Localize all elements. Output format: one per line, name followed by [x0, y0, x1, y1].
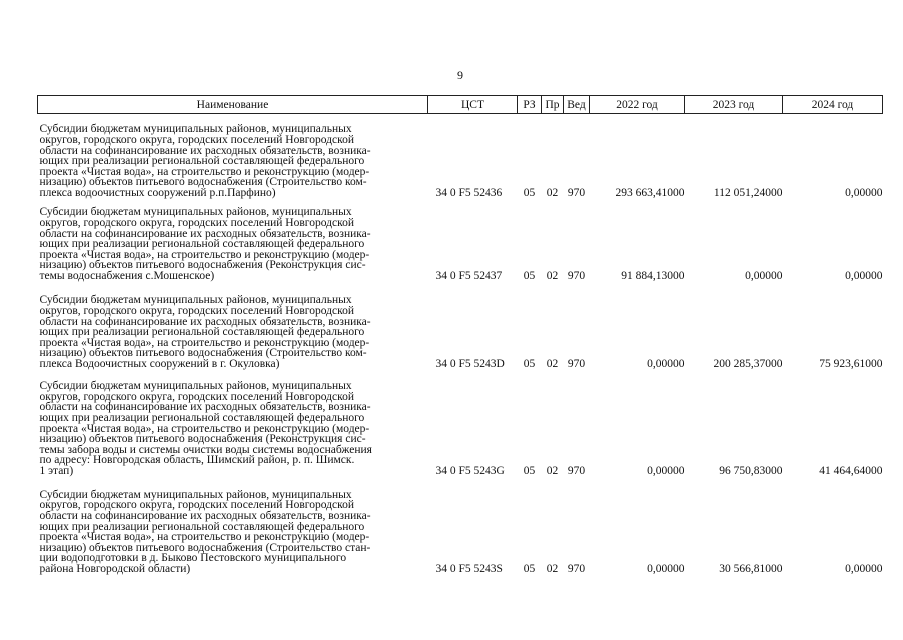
row-cst: 34 0 F5 52436 — [435, 186, 503, 199]
row-2024: 0,00000 — [845, 186, 883, 199]
row-2022: 0,00000 — [647, 357, 685, 370]
row-cst: 34 0 F5 5243D — [435, 357, 505, 370]
row-2023: 30 566,81000 — [719, 562, 783, 575]
header-ved: Вед — [564, 96, 590, 114]
table-header-row — [38, 96, 883, 114]
row-2022: 91 884,13000 — [621, 269, 685, 282]
row-pr: 02 — [546, 186, 559, 199]
row-name: Субсидии бюджетам муниципальных районов, муниципальных округов, городского округа, городских поселений Новгородской области на софинансирование их расходных обязательств, возника- ющих при реализации региональной составляющей федерального проекта «Чистая вода», на строительство и реконструкцию (модер- низацию) объектов питьевого водоснабжения (Строительство ком- плекса Водоочистных сооружений в г. Окуловка) — [39, 294, 371, 370]
row-ved: 970 — [567, 186, 586, 199]
row-ved: 970 — [567, 357, 586, 370]
row-name: Субсидии бюджетам муниципальных районов, муниципальных округов, городского округа, городских поселений Новгородской области на софинансирование их расходных обязательств, возника- ющих при реализации региональной составляющей федерального проекта «Чистая вода», на строительство и реконструкцию (модер- низацию) объектов питьевого водоснабжения (Строительство ком- плекса водоочистных сооружений р.п.Парфино) — [39, 123, 371, 199]
header-pr: Пр — [542, 96, 564, 114]
row-ved: 970 — [567, 464, 586, 477]
row-cst: 34 0 F5 5243G — [435, 464, 505, 477]
row-cst: 34 0 F5 5243S — [435, 562, 503, 575]
header-2022: 2022 год — [590, 96, 685, 114]
row-pr: 02 — [546, 464, 559, 477]
row-rz: 05 — [523, 464, 536, 477]
row-pr: 02 — [546, 357, 559, 370]
row-2024: 41 464,64000 — [819, 464, 883, 477]
table-row — [38, 201, 883, 284]
row-2022: 293 663,41000 — [615, 186, 685, 199]
row-2024: 0,00000 — [845, 269, 883, 282]
row-2022: 0,00000 — [647, 464, 685, 477]
row-ved: 970 — [567, 269, 586, 282]
row-ved: 970 — [567, 562, 586, 575]
row-2023: 0,00000 — [745, 269, 783, 282]
row-2023: 112 051,24000 — [713, 186, 783, 199]
header-rz: РЗ — [518, 96, 542, 114]
row-rz: 05 — [523, 562, 536, 575]
row-2022: 0,00000 — [647, 562, 685, 575]
row-rz: 05 — [523, 357, 536, 370]
row-2024: 0,00000 — [845, 562, 883, 575]
row-name: Субсидии бюджетам муниципальных районов, муниципальных округов, городского округа, городских поселений Новгородской области на софинансирование их расходных обязательств, возника- ющих при реализации региональной составляющей федерального проекта «Чистая вода», на строительство и реконструкцию (модер- низацию) объектов питьевого водоснабжения (Реконструкция сис- темы водоснабжения с.Мошенское) — [39, 206, 371, 282]
page-number: 9 — [457, 68, 463, 82]
row-2023: 96 750,83000 — [719, 464, 783, 477]
header-2024: 2024 год — [783, 96, 883, 114]
row-name: Субсидии бюджетам муниципальных районов, муниципальных округов, городского округа, городских поселений Новгородской области на софинансирование их расходных обязательств, возника- ющих при реализации региональной составляющей федерального проекта «Чистая вода», на строительство и реконструкцию (модер- низацию) объектов питьевого водоснабжения (Реконструкция сис- темы забора воды и системы очистки воды системы водоснабжения по адресу: Новгородская область, Шимский район, р. п. Шимск. 1 этап) — [39, 380, 372, 477]
budget-table — [37, 95, 883, 577]
row-cst: 34 0 F5 52437 — [435, 269, 503, 282]
row-2023: 200 285,37000 — [713, 357, 783, 370]
row-rz: 05 — [523, 186, 536, 199]
table-row — [38, 114, 883, 201]
header-name: Наименование — [38, 96, 428, 114]
table-row — [38, 479, 883, 577]
header-2023: 2023 год — [685, 96, 783, 114]
table-row — [38, 284, 883, 372]
header-cst: ЦСТ — [428, 96, 518, 114]
row-rz: 05 — [523, 269, 536, 282]
row-pr: 02 — [546, 562, 559, 575]
row-pr: 02 — [546, 269, 559, 282]
row-name: Субсидии бюджетам муниципальных районов, муниципальных округов, городского округа, городских поселений Новгородской области на софинансирование их расходных обязательств, возника- ющих при реализации региональной составляющей федерального проекта «Чистая вода», на строительство и реконструкцию (модер- низацию) объектов питьевого водоснабжения (Строительство стан- ции водоподготовки в д. Быково Пестовского муниципального района Новгородской области) — [39, 488, 371, 575]
table-row — [38, 372, 883, 479]
row-2024: 75 923,61000 — [819, 357, 883, 370]
